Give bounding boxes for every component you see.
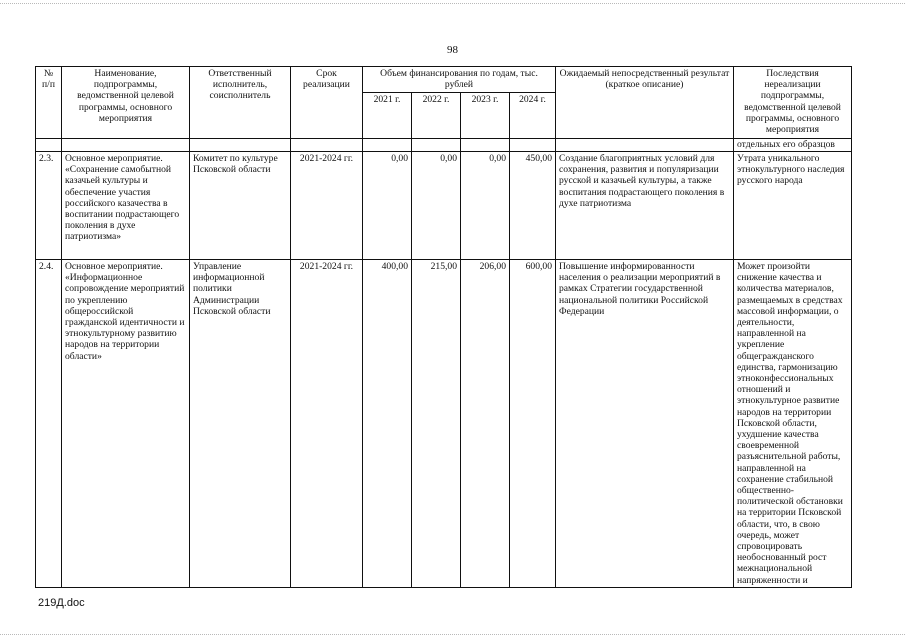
row-term: 2021-2024 гг.: [291, 260, 363, 588]
row-result: Повышение информированности населения о реализации мероприятий в рамках Стратегии государственной национальной политики Российской Федерации: [556, 260, 734, 588]
row-name-title: «Информационное сопровождение мероприятий по укреплению общероссийской гражданской идентичности и этнокультурному развитию народов на территории области»: [65, 272, 185, 362]
row-consequences: Может произойти снижение качества и количества материалов, размещаемых в средствах массовой информации, о деятельности, направленной на укрепление общегражданского единства, гармонизацию этноконфессиональных отношений и этнокультурное развитие народов на территории Псковской области, ухудшение качества своевременной разъяснительной работы, направленной на сохранение стабильной общественно-политической обстановки на территории Псковской области, что, в свою очередь, может спровоцировать необоснованный рост межнациональной напряженности и: [734, 260, 852, 588]
row-value-2021: 400,00: [363, 260, 412, 588]
header-year-2022: 2022 г.: [412, 93, 461, 139]
row-value-2022: 215,00: [412, 260, 461, 588]
continuation-text: отдельных его образцов: [734, 139, 852, 152]
row-num: 2.3.: [36, 152, 62, 260]
header-name: Наименование, подпрограммы, ведомственной целевой программы, основного мероприятия: [62, 67, 190, 139]
scan-edge-top: [0, 3, 905, 5]
row-name: [62, 260, 190, 588]
header-executor: Ответственный исполнитель, соисполнитель: [190, 67, 291, 139]
row-num: 2.4.: [36, 260, 62, 588]
header-year-2023: 2023 г.: [461, 93, 510, 139]
row-value-2024: 450,00: [510, 152, 556, 260]
table-row: [36, 152, 852, 260]
header-term: Срок реализации: [291, 67, 363, 139]
row-value-2023: 206,00: [461, 260, 510, 588]
header-row: [36, 67, 852, 93]
row-name-title: «Сохранение самобытной казачьей культуры и обеспечение участия российского казачества в воспитании подрастающего поколения в духе патриотизма»: [65, 164, 180, 243]
header-year-2021: 2021 г.: [363, 93, 412, 139]
table-row: [36, 260, 852, 588]
row-result: Создание благоприятных условий для сохранения, развития и популяризации русской и казачьей культуры, а также воспитания подрастающего поколения в духе патриотизма: [556, 152, 734, 260]
row-name-label: Основное мероприятие.: [65, 153, 163, 164]
header-consequences: Последствия нереализации подпрограммы, ведомственной целевой программы, основного мероприятия: [734, 67, 852, 139]
header-funding: Объем финансирования по годам, тыс. рублей: [363, 67, 556, 93]
row-name-label: Основное мероприятие.: [65, 261, 163, 272]
row-executor: Управление информационной политики Администрации Псковской области: [190, 260, 291, 588]
row-consequences: Утрата уникального этнокультурного наследия русского народа: [734, 152, 852, 260]
row-term: 2021-2024 гг.: [291, 152, 363, 260]
row-value-2023: 0,00: [461, 152, 510, 260]
program-table: [35, 66, 852, 588]
row-executor: Комитет по культуре Псковской области: [190, 152, 291, 260]
page-number: 98: [447, 44, 458, 56]
header-year-2024: 2024 г.: [510, 93, 556, 139]
header-result: Ожидаемый непосредственный результат (краткое описание): [556, 67, 734, 139]
row-value-2021: 0,00: [363, 152, 412, 260]
header-num: № п/п: [36, 67, 62, 139]
row-value-2024: 600,00: [510, 260, 556, 588]
row-value-2022: 0,00: [412, 152, 461, 260]
continuation-row: [36, 139, 852, 152]
row-name: [62, 152, 190, 260]
document-code: 219Д.doc: [38, 597, 85, 609]
scan-edge-bottom: [0, 634, 905, 636]
